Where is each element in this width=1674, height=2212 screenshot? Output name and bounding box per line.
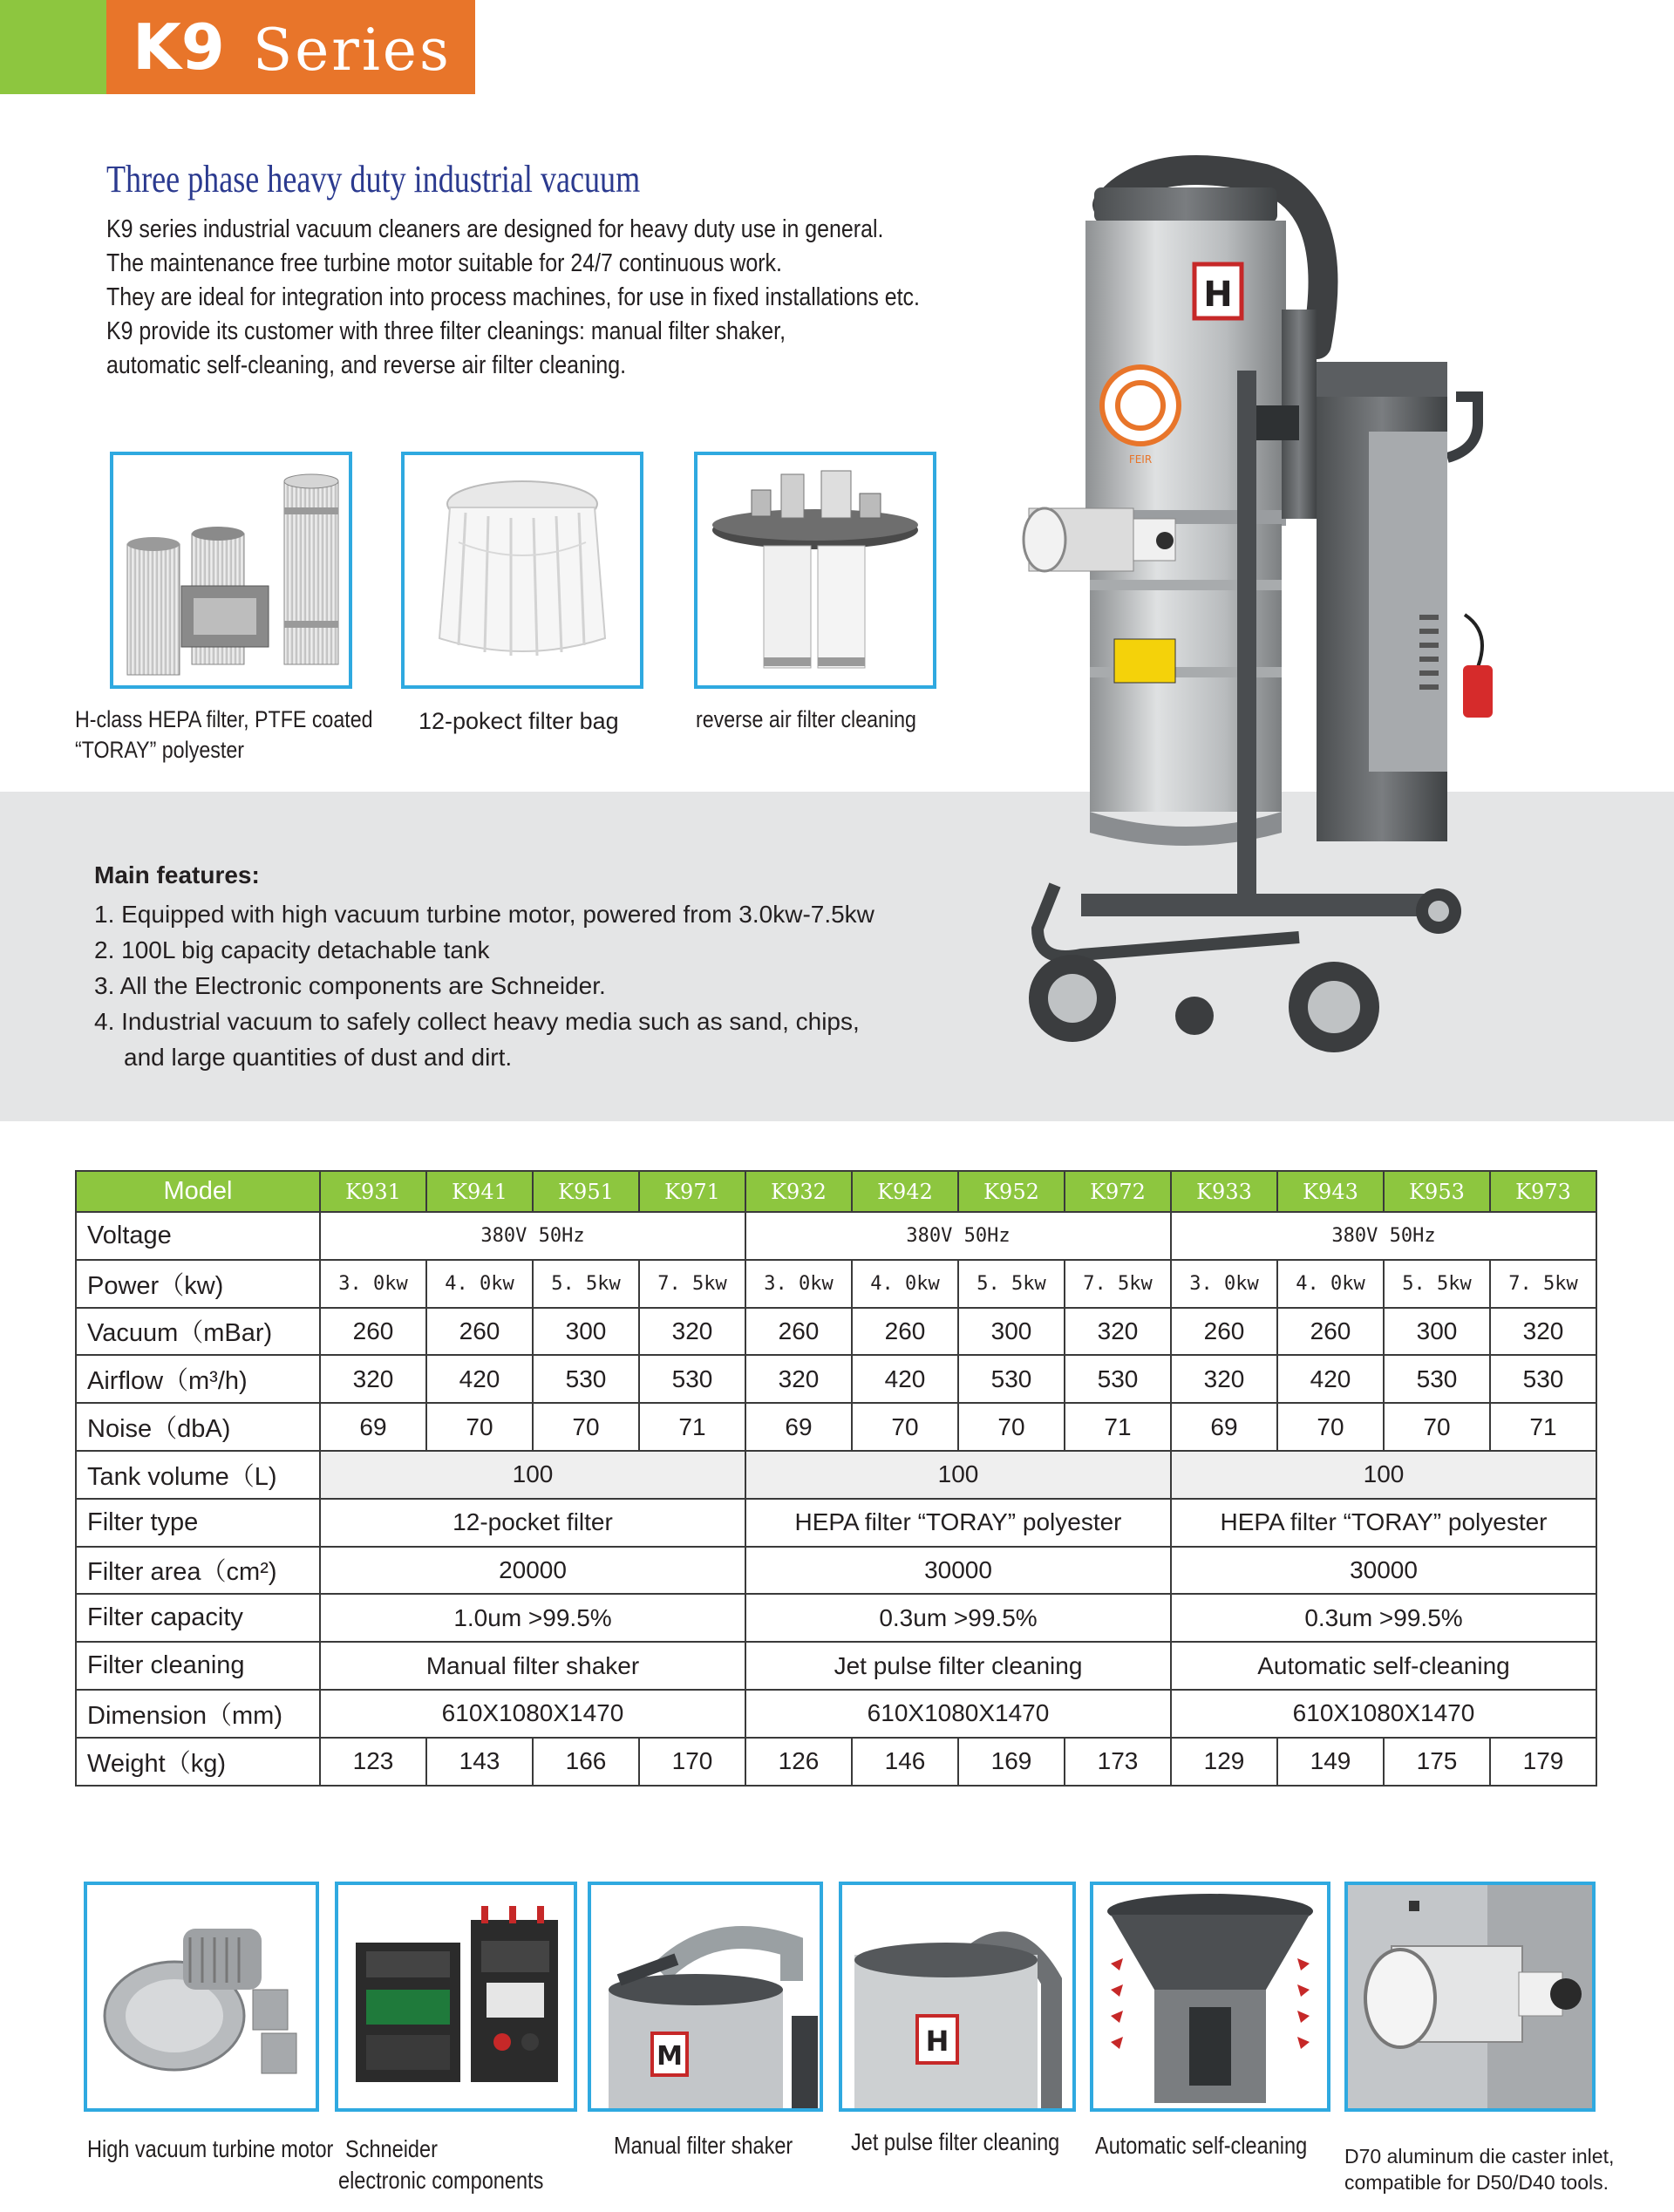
inlet-caption: D70 aluminum die caster inlet,: [1344, 2145, 1615, 2168]
filter-capacity-cell: 1.0um >99.5%: [320, 1594, 745, 1642]
model-cell: K972: [1065, 1171, 1171, 1212]
voltage-cell: 380V 50Hz: [320, 1212, 745, 1260]
power-cell: 5. 5kw: [533, 1260, 639, 1308]
intro-line: They are ideal for integration into process machines, for use in fixed installations etc.: [106, 283, 920, 311]
airflow-cell: 530: [1065, 1355, 1171, 1403]
airflow-cell: 530: [1384, 1355, 1490, 1403]
contactor-relay-icon: [338, 1885, 574, 2108]
hepa-filter-caption: H-class HEPA filter, PTFE coated: [75, 706, 373, 732]
noise-cell: 69: [745, 1403, 852, 1451]
noise-cell: 70: [958, 1403, 1065, 1451]
power-cell: 4. 0kw: [426, 1260, 533, 1308]
header-green-block: [0, 0, 106, 94]
filter-cleaning-cell: Automatic self-cleaning: [1171, 1642, 1596, 1690]
reverse-air-caption: reverse air filter cleaning: [696, 706, 916, 732]
voltage-label: Voltage: [76, 1212, 320, 1260]
tank-cell: 100: [320, 1451, 745, 1499]
h-class-badge: H: [1203, 275, 1233, 315]
weight-cell: 123: [320, 1738, 426, 1786]
vacuum-cell: 260: [1171, 1308, 1277, 1356]
intro-line: The maintenance free turbine motor suitable for 24/7 continuous work.: [106, 249, 782, 277]
weight-cell: 173: [1065, 1738, 1171, 1786]
filter-type-cell: HEPA filter “TORAY” polyester: [745, 1499, 1171, 1547]
voltage-cell: 380V 50Hz: [745, 1212, 1171, 1260]
vacuum-cell: 260: [1277, 1308, 1384, 1356]
noise-cell: 71: [1490, 1403, 1596, 1451]
filter-area-label: Filter area（cm²): [76, 1547, 320, 1595]
intro-line: K9 provide its customer with three filter cleanings: manual filter shaker,: [106, 317, 786, 345]
hepa-filter-caption-line2: “TORAY” polyester: [75, 737, 244, 763]
weight-row: [76, 1738, 1596, 1786]
vacuum-cell: 300: [533, 1308, 639, 1356]
tank-cell: 100: [745, 1451, 1171, 1499]
schneider-caption: Schneider: [345, 2135, 438, 2162]
spec-table: [75, 1170, 1597, 1787]
filter-capacity-cell: 0.3um >99.5%: [1171, 1594, 1596, 1642]
filter-bag-image: [401, 452, 643, 689]
noise-cell: 69: [320, 1403, 426, 1451]
model-cell: K942: [852, 1171, 958, 1212]
filter-area-cell: 30000: [745, 1547, 1171, 1595]
power-row: [76, 1260, 1596, 1308]
weight-cell: 143: [426, 1738, 533, 1786]
header-model: K9: [133, 10, 225, 84]
feature-item: 4. Industrial vacuum to safely collect heavy media such as sand, chips,: [94, 1008, 860, 1035]
spec-header-row: [76, 1171, 1596, 1212]
intro-line: K9 series industrial vacuum cleaners are designed for heavy duty use in general.: [106, 215, 884, 243]
model-cell: K941: [426, 1171, 533, 1212]
intro-line: automatic self-cleaning, and reverse air filter cleaning.: [106, 351, 627, 379]
airflow-cell: 530: [639, 1355, 745, 1403]
filter-capacity-row: [76, 1594, 1596, 1642]
power-cell: 5. 5kw: [958, 1260, 1065, 1308]
vacuum-row: [76, 1308, 1596, 1356]
filter-capacity-cell: 0.3um >99.5%: [745, 1594, 1171, 1642]
dimension-row: [76, 1690, 1596, 1738]
power-cell: 4. 0kw: [1277, 1260, 1384, 1308]
schneider-caption-line2: electronic components: [338, 2167, 544, 2194]
model-cell: K971: [639, 1171, 745, 1212]
jet-pulse-badge: H: [925, 2025, 949, 2058]
noise-cell: 69: [1171, 1403, 1277, 1451]
model-cell: K953: [1384, 1171, 1490, 1212]
dimension-cell: 610X1080X1470: [745, 1690, 1171, 1738]
brand-logo-text: FEIR: [1128, 453, 1153, 466]
turbine-motor-icon: [87, 1885, 316, 2108]
aluminum-inlet-image: [1344, 1882, 1596, 2112]
dimension-cell: 610X1080X1470: [1171, 1690, 1596, 1738]
vacuum-cell: 260: [745, 1308, 852, 1356]
voltage-cell: 380V 50Hz: [1171, 1212, 1596, 1260]
filter-cleaning-label: Filter cleaning: [76, 1642, 320, 1690]
airflow-cell: 320: [745, 1355, 852, 1403]
feature-item-continuation: and large quantities of dust and dirt.: [124, 1044, 513, 1071]
jet-pulse-image: [839, 1882, 1076, 2112]
manual-shaker-caption: Manual filter shaker: [614, 2132, 793, 2159]
airflow-label: Airflow（m³/h): [76, 1355, 320, 1403]
turbine-motor-caption: High vacuum turbine motor: [87, 2135, 334, 2162]
vacuum-label: Vacuum（mBar): [76, 1308, 320, 1356]
airflow-cell: 420: [852, 1355, 958, 1403]
filter-type-row: [76, 1499, 1596, 1547]
feature-item: 2. 100L big capacity detachable tank: [94, 936, 490, 963]
dimension-cell: 610X1080X1470: [320, 1690, 745, 1738]
model-header: Model: [76, 1171, 320, 1212]
model-cell: K933: [1171, 1171, 1277, 1212]
manual-shaker-icon: [591, 1885, 820, 2108]
series-header: [0, 0, 475, 94]
hepa-filter-cartridges-icon: [113, 455, 349, 685]
dimension-label: Dimension（mm): [76, 1690, 320, 1738]
industrial-vacuum-icon: [1003, 144, 1648, 1068]
features-list: [94, 896, 874, 1075]
power-cell: 7. 5kw: [1490, 1260, 1596, 1308]
inlet-icon: [1348, 1885, 1592, 2108]
inlet-caption-line2: compatible for D50/D40 tools.: [1344, 2171, 1609, 2194]
self-cleaning-icon: [1093, 1885, 1327, 2108]
product-image: [1003, 144, 1648, 1068]
airflow-cell: 420: [1277, 1355, 1384, 1403]
vacuum-cell: 260: [426, 1308, 533, 1356]
hepa-filter-image: [110, 452, 352, 689]
schneider-components-image: [335, 1882, 577, 2112]
weight-cell: 170: [639, 1738, 745, 1786]
airflow-cell: 420: [426, 1355, 533, 1403]
weight-cell: 129: [1171, 1738, 1277, 1786]
noise-row: [76, 1403, 1596, 1451]
noise-cell: 70: [852, 1403, 958, 1451]
weight-cell: 175: [1384, 1738, 1490, 1786]
power-cell: 5. 5kw: [1384, 1260, 1490, 1308]
filter-area-cell: 20000: [320, 1547, 745, 1595]
noise-cell: 70: [1384, 1403, 1490, 1451]
voltage-row: [76, 1212, 1596, 1260]
turbine-motor-image: [84, 1882, 319, 2112]
noise-cell: 70: [426, 1403, 533, 1451]
noise-cell: 71: [639, 1403, 745, 1451]
jet-pulse-icon: [842, 1885, 1072, 2108]
power-cell: 4. 0kw: [852, 1260, 958, 1308]
vacuum-cell: 300: [958, 1308, 1065, 1356]
power-cell: 7. 5kw: [639, 1260, 745, 1308]
reverse-air-filter-icon: [698, 455, 933, 685]
weight-cell: 169: [958, 1738, 1065, 1786]
filter-type-cell: 12-pocket filter: [320, 1499, 745, 1547]
tank-cell: 100: [1171, 1451, 1596, 1499]
feature-item: 3. All the Electronic components are Schneider.: [94, 972, 606, 999]
weight-cell: 126: [745, 1738, 852, 1786]
vacuum-cell: 320: [1490, 1308, 1596, 1356]
airflow-cell: 320: [320, 1355, 426, 1403]
jet-pulse-caption: Jet pulse filter cleaning: [851, 2128, 1060, 2155]
power-cell: 7. 5kw: [1065, 1260, 1171, 1308]
intro-title: Three phase heavy duty industrial vacuum: [106, 158, 641, 201]
intro-description: [106, 213, 920, 383]
features-title: Main features:: [94, 861, 260, 888]
filter-capacity-label: Filter capacity: [76, 1594, 320, 1642]
airflow-row: [76, 1355, 1596, 1403]
power-cell: 3. 0kw: [1171, 1260, 1277, 1308]
tank-row: [76, 1451, 1596, 1499]
airflow-cell: 320: [1171, 1355, 1277, 1403]
vacuum-cell: 260: [320, 1308, 426, 1356]
model-cell: K973: [1490, 1171, 1596, 1212]
weight-cell: 166: [533, 1738, 639, 1786]
filter-area-cell: 30000: [1171, 1547, 1596, 1595]
filter-area-row: [76, 1547, 1596, 1595]
weight-cell: 149: [1277, 1738, 1384, 1786]
power-cell: 3. 0kw: [745, 1260, 852, 1308]
airflow-cell: 530: [1490, 1355, 1596, 1403]
vacuum-cell: 320: [1065, 1308, 1171, 1356]
self-cleaning-caption: Automatic self-cleaning: [1095, 2132, 1308, 2159]
filter-cleaning-row: [76, 1642, 1596, 1690]
filter-cleaning-cell: Manual filter shaker: [320, 1642, 745, 1690]
noise-cell: 71: [1065, 1403, 1171, 1451]
filter-type-cell: HEPA filter “TORAY” polyester: [1171, 1499, 1596, 1547]
filter-bag-caption: 12-pokect filter bag: [418, 708, 619, 734]
power-cell: 3. 0kw: [320, 1260, 426, 1308]
model-cell: K943: [1277, 1171, 1384, 1212]
weight-cell: 179: [1490, 1738, 1596, 1786]
self-cleaning-image: [1090, 1882, 1330, 2112]
manual-filter-shaker-image: [588, 1882, 823, 2112]
airflow-cell: 530: [958, 1355, 1065, 1403]
pocket-filter-bag-icon: [405, 455, 640, 685]
filter-type-label: Filter type: [76, 1499, 320, 1547]
noise-cell: 70: [533, 1403, 639, 1451]
m-class-badge: M: [657, 2041, 683, 2072]
filter-cleaning-cell: Jet pulse filter cleaning: [745, 1642, 1171, 1690]
vacuum-cell: 320: [639, 1308, 745, 1356]
feature-item: 1. Equipped with high vacuum turbine motor, powered from 3.0kw-7.5kw: [94, 901, 874, 928]
noise-cell: 70: [1277, 1403, 1384, 1451]
vacuum-cell: 300: [1384, 1308, 1490, 1356]
model-cell: K932: [745, 1171, 852, 1212]
header-series: Series: [253, 17, 452, 84]
power-label: Power（kw): [76, 1260, 320, 1308]
vacuum-cell: 260: [852, 1308, 958, 1356]
airflow-cell: 530: [533, 1355, 639, 1403]
model-cell: K952: [958, 1171, 1065, 1212]
noise-label: Noise（dbA): [76, 1403, 320, 1451]
model-cell: K931: [320, 1171, 426, 1212]
tank-label: Tank volume（L): [76, 1451, 320, 1499]
reverse-air-filter-image: [694, 452, 936, 689]
weight-label: Weight（kg): [76, 1738, 320, 1786]
model-cell: K951: [533, 1171, 639, 1212]
weight-cell: 146: [852, 1738, 958, 1786]
